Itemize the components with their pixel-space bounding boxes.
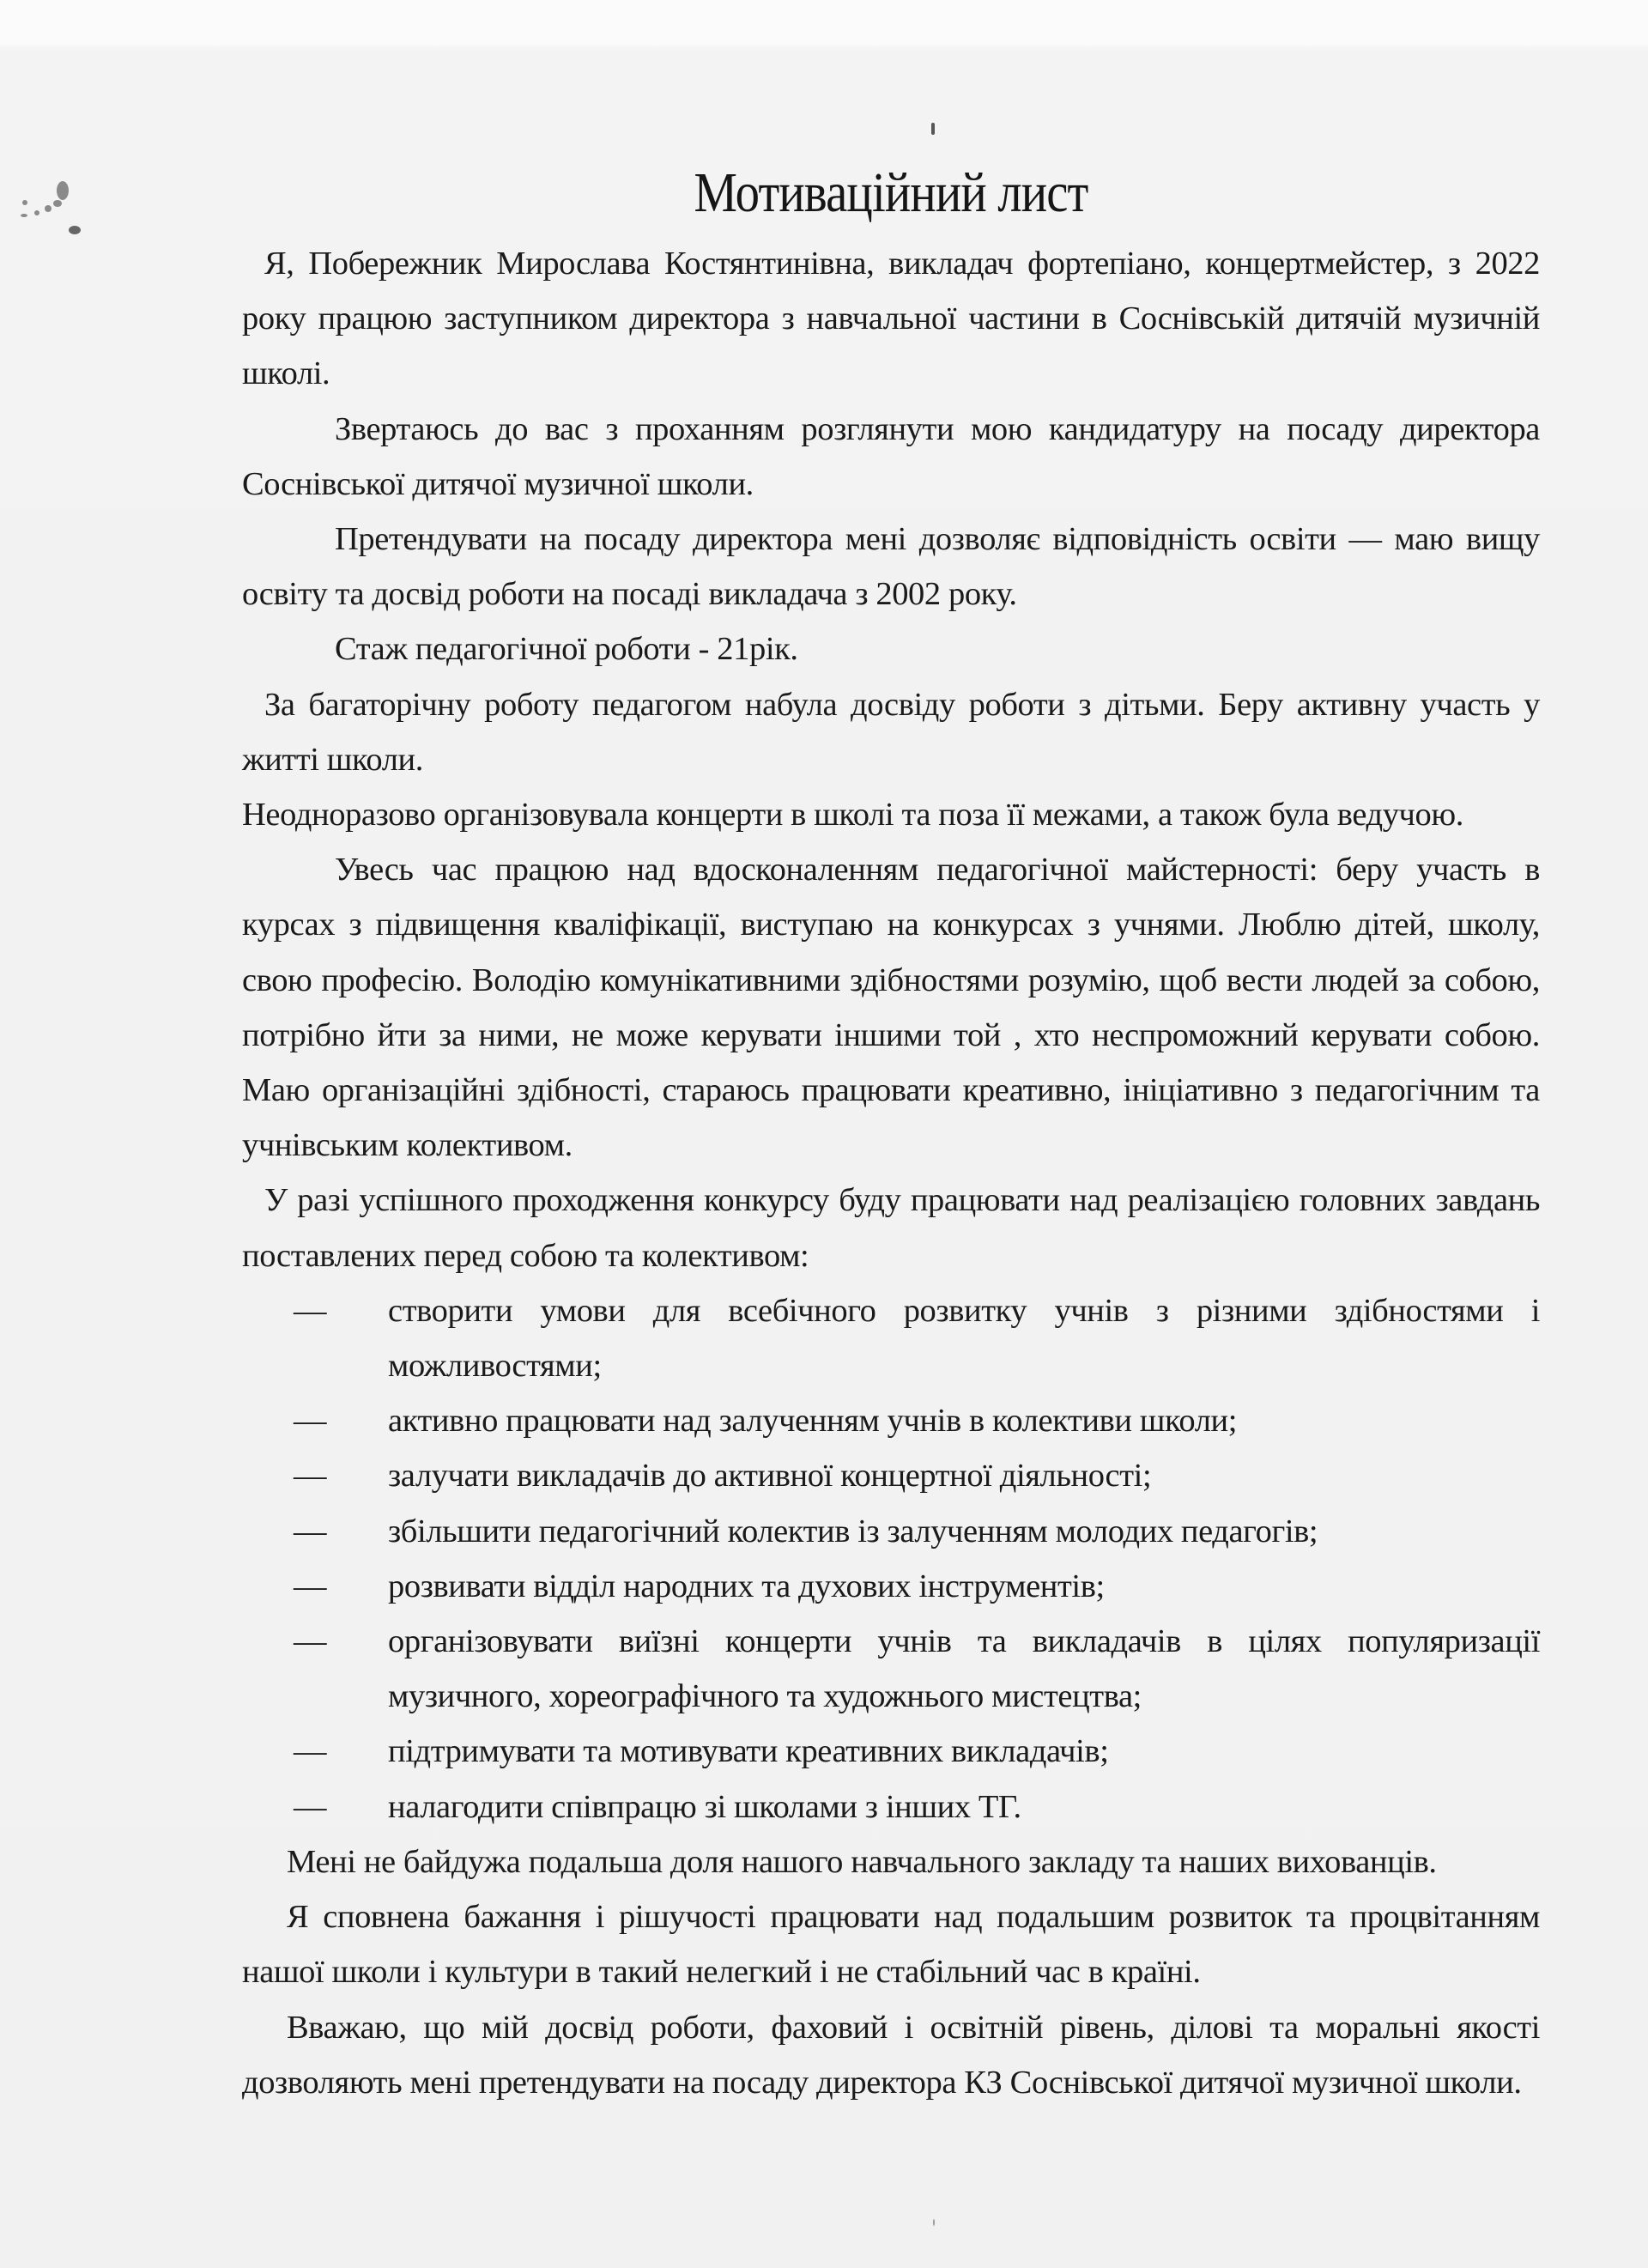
goal-text: підтримувати та мотивувати креативних викладачів; <box>388 1733 1109 1770</box>
paragraph-conclusion: Вважаю, що мій досвід роботи, фаховий і освітній рівень, ділові та моральні якості дозволяють мені претендувати на посаду директора КЗ Соснівської дитячої музичної школи. <box>242 2009 1540 2101</box>
list-item <box>242 1559 1540 1614</box>
list-item <box>242 1504 1540 1559</box>
paragraph-request: Звертаюсь до вас з проханням розглянути мою кандидатуру на посаду директора Соснівської дитячої музичної школи. <box>242 410 1540 502</box>
dash-bullet-icon: — <box>294 1458 327 1495</box>
dash-bullet-icon: — <box>294 1513 327 1549</box>
paragraph-goals-intro: У разі успішного проходження конкурсу буду працювати над реалізацією головних завдань поставлених перед собою та колективом: <box>242 1182 1540 1274</box>
goal-text: налагодити співпрацю зі школами з інших ТГ. <box>388 1788 1021 1825</box>
list-item <box>242 1448 1540 1503</box>
list-item <box>242 1724 1540 1779</box>
goals-list <box>242 1283 1540 1834</box>
paragraph-education: Претендувати на посаду директора мені дозволяє відповідність освіти — маю вищу освіту та досвід роботи на посаді викладача з 2002 року. <box>242 521 1540 613</box>
paragraph-work-with-children: За багаторічну роботу педагогом набула досвіду роботи з дітьми. Беру активну участь у житті школи. <box>242 686 1540 778</box>
list-item <box>242 1283 1540 1393</box>
dash-bullet-icon: — <box>294 1623 327 1660</box>
paragraph-skills: Увесь час працюю над вдосконаленням педагогічної майстерності: беру участь в курсах з підвищення кваліфікації, виступаю на конкурсах з учнями. Люблю дітей, школу, свою професію. Володію комунікативними здібностями розумію, щоб вести людей за собою, потрібно йти за ними, не може керувати іншими той , хто неспроможний керувати собою. Маю організаційні здібності, стараюсь працювати креативно, ініціативно з педагогічним та учнівським колективом. <box>242 852 1540 1164</box>
paragraph-care: Мені не байдужа подальша доля нашого навчального закладу та наших вихованців. <box>287 1843 1437 1880</box>
goal-text: залучати викладачів до активної концертної діяльності; <box>388 1458 1152 1495</box>
paragraph-concerts: Неодноразово організовувала концерти в школі та поза її межами, а також була ведучою. <box>242 797 1463 834</box>
paragraph-determination: Я сповнена бажання і рішучості працювати над подальшим розвиток та процвітанням нашої школи і культури в такий нелегкий і не стабільний час в країні. <box>242 1899 1540 1991</box>
dash-bullet-icon: — <box>294 1788 327 1825</box>
dash-bullet-icon: — <box>294 1403 327 1440</box>
dash-bullet-icon: — <box>294 1568 327 1604</box>
goal-text: активно працювати над залученням учнів в колективи школи; <box>388 1403 1238 1440</box>
list-item <box>242 1614 1540 1724</box>
dash-bullet-icon: — <box>294 1733 327 1770</box>
paragraph-intro: Я, Побережник Мирослава Костянтинівна, викладач фортепіано, концертмейстер, з 2022 року працюю заступником директора з навчальної частини в Соснівській дитячій музичній школі. <box>242 246 1540 392</box>
scan-speck <box>931 123 935 135</box>
goal-text: збільшити педагогічний колектив із залученням молодих педагогів; <box>388 1513 1318 1549</box>
list-item <box>242 1393 1540 1448</box>
paragraph-experience: Стаж педагогічної роботи - 21рік. <box>335 631 798 668</box>
letter-title: Мотиваційний лист <box>694 161 1088 224</box>
list-item <box>242 1780 1540 1834</box>
letter-body <box>242 159 1540 2110</box>
goal-text: створити умови для всебічного розвитку учнів з різними здібностями і можливостями; <box>388 1292 1540 1385</box>
scan-speck <box>933 2219 935 2226</box>
goal-text: розвивати відділ народних та духових інструментів; <box>388 1568 1105 1604</box>
goal-text: організовувати виїзні концерти учнів та викладачів в цілях популяризації музичного, хореографічного та художнього мистецтва; <box>388 1623 1540 1715</box>
scan-smudge <box>12 176 72 236</box>
dash-bullet-icon: — <box>294 1292 327 1329</box>
